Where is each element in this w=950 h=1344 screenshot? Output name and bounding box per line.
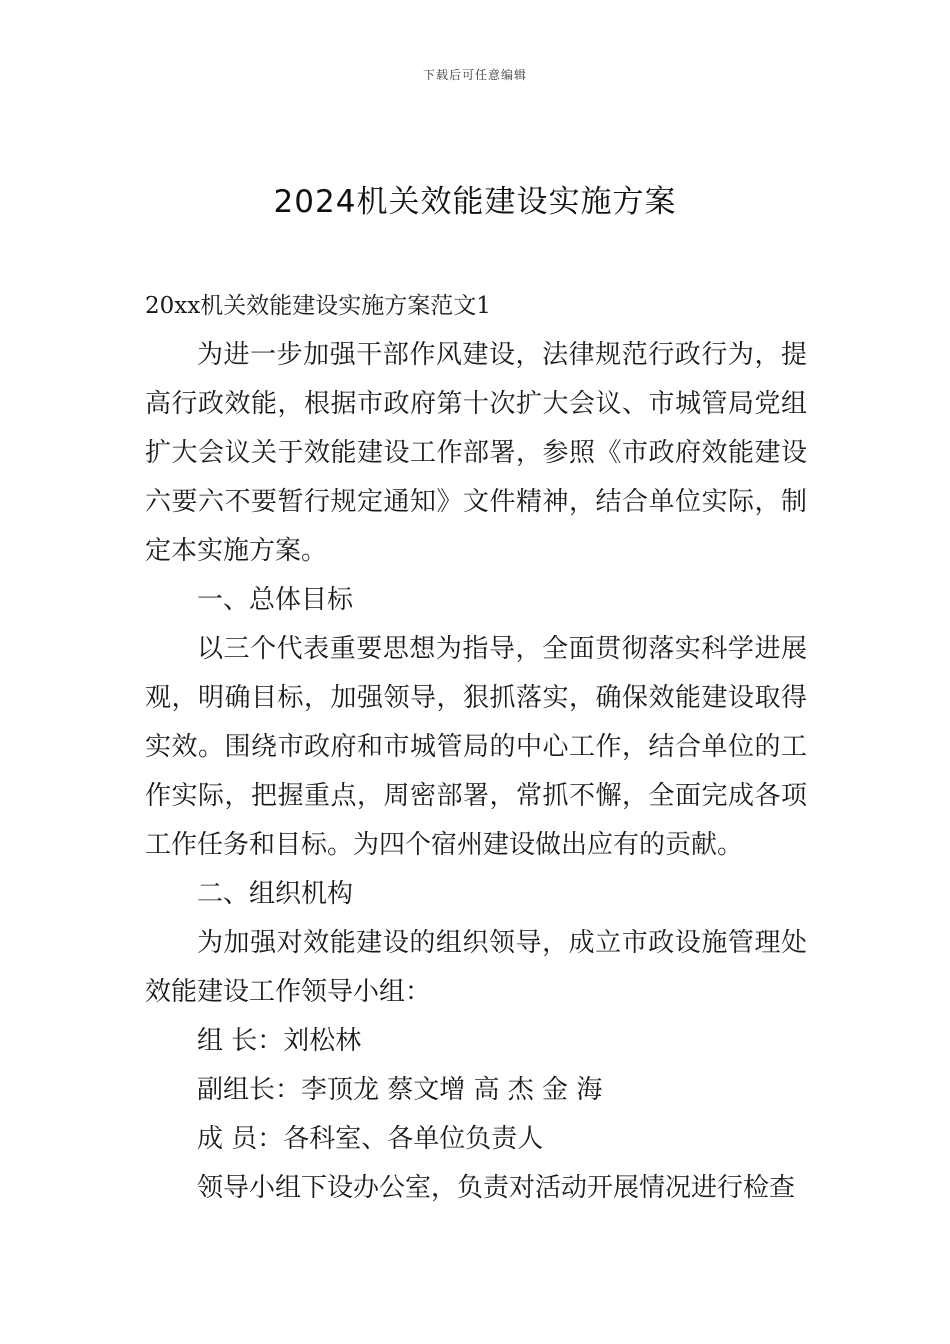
header-note: 下载后可任意编辑: [422, 68, 527, 82]
section-heading-overall-goal: 一、总体目标: [197, 585, 354, 615]
paragraph-intro: 为进一步加强干部作风建设，法律规范行政行为，提高行政效能，根据市政府第十次扩大会议、市城管局党组扩大会议关于效能建设工作部署，参照《市政府效能建设六要六不要暂行规定通知》文件精神，结合单位实际，制定本实施方案。: [145, 340, 807, 566]
paragraph-organization: 为加强对效能建设的组织领导，成立市政设施管理处效能建设工作领导小组：: [145, 928, 807, 1007]
section-heading-organization: 二、组织机构: [197, 879, 354, 909]
document-body: [145, 282, 807, 1213]
member-line-leader: 组 长：刘松林: [197, 1026, 362, 1056]
member-line-members: 成 员：各科室、各单位负责人: [197, 1124, 544, 1154]
paragraph-office: 领导小组下设办公室，负责对活动开展情况进行检查: [197, 1173, 796, 1203]
document-title: 2024机关效能建设实施方案: [273, 184, 677, 220]
paragraph-overall-goal: 以三个代表重要思想为指导，全面贯彻落实科学进展观，明确目标，加强领导，狠抓落实，确保效能建设取得实效。围绕市政府和市城管局的中心工作，结合单位的工作实际，把握重点，周密部署，常抓不懈，全面完成各项工作任务和目标。为四个宿州建设做出应有的贡献。: [145, 634, 807, 860]
document-subtitle: 20xx机关效能建设实施方案范文1: [145, 293, 491, 319]
member-line-deputy: 副组长：李顶龙 蔡文增 高 杰 金 海: [197, 1075, 603, 1105]
